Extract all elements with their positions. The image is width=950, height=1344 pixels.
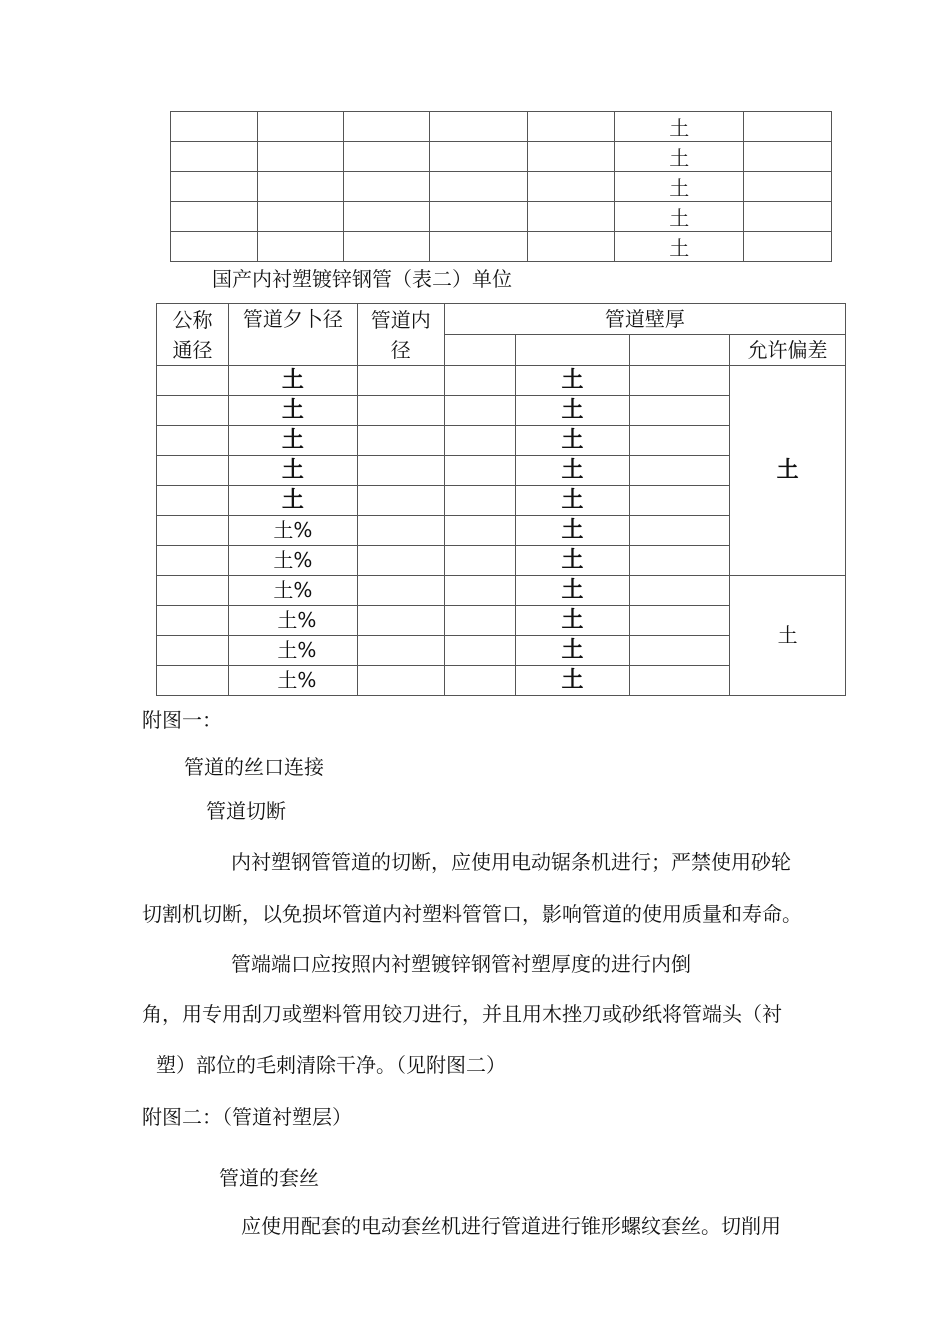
- table-one-row: [171, 172, 832, 202]
- wall-extra-cell: [630, 486, 730, 516]
- wall-thickness-cell: [444, 606, 515, 636]
- header-wall-sub-1: [444, 335, 515, 366]
- table-one-cell: [343, 112, 429, 142]
- table-one-cell: 土: [615, 112, 744, 142]
- table-one-cell: [429, 112, 528, 142]
- inner-diameter-cell: [357, 576, 444, 606]
- table-one-continued: [170, 111, 832, 262]
- table-one-cell: [528, 142, 615, 172]
- nominal-diameter-cell: [157, 456, 229, 486]
- inner-diameter-cell: [357, 516, 444, 546]
- table-one-cell: [528, 112, 615, 142]
- table-one-cell: 土: [615, 142, 744, 172]
- nominal-diameter-cell: [157, 606, 229, 636]
- outer-diameter-cell: 土%: [228, 546, 357, 576]
- outer-diameter-cell: 土%: [228, 666, 357, 696]
- inner-diameter-cell: [357, 546, 444, 576]
- header-inner-diameter: 管道内径: [357, 304, 444, 366]
- table-one-cell: [171, 112, 258, 142]
- table-one-cell: 土: [615, 172, 744, 202]
- inner-diameter-cell: [357, 396, 444, 426]
- wall-extra-cell: [630, 426, 730, 456]
- wall-tolerance-cell: 土: [515, 576, 630, 606]
- wall-thickness-cell: [444, 456, 515, 486]
- table-one-cell: [257, 202, 343, 232]
- outer-diameter-cell: 土: [228, 366, 357, 396]
- wall-tolerance-cell: 土: [515, 456, 630, 486]
- table-two-row: [157, 576, 846, 606]
- nominal-diameter-cell: [157, 396, 229, 426]
- table-one-cell: [257, 172, 343, 202]
- outer-diameter-cell: 土%: [228, 576, 357, 606]
- nominal-diameter-cell: [157, 366, 229, 396]
- table-one-cell: 土: [615, 202, 744, 232]
- table-two: [156, 303, 846, 696]
- table-one-cell: 土: [615, 232, 744, 262]
- outer-diameter-cell: 土%: [228, 606, 357, 636]
- wall-tolerance-cell: 土: [515, 486, 630, 516]
- header-wall-sub-3: [630, 335, 730, 366]
- wall-extra-cell: [630, 456, 730, 486]
- nominal-diameter-cell: [157, 636, 229, 666]
- inner-diameter-cell: [357, 456, 444, 486]
- inner-diameter-cell: [357, 426, 444, 456]
- table-one-cell: [744, 172, 832, 202]
- wall-extra-cell: [630, 396, 730, 426]
- wall-thickness-cell: [444, 516, 515, 546]
- wall-thickness-cell: [444, 366, 515, 396]
- nominal-diameter-cell: [157, 666, 229, 696]
- table-one-cell: [429, 142, 528, 172]
- nominal-diameter-cell: [157, 516, 229, 546]
- table-one-cell: [429, 172, 528, 202]
- wall-thickness-cell: [444, 426, 515, 456]
- wall-thickness-cell: [444, 576, 515, 606]
- paragraph-cutting-line-2: 切割机切断，以免损坏管道内衬塑料管管口，影响管道的使用质量和寿命。: [142, 902, 802, 926]
- wall-thickness-cell: [444, 666, 515, 696]
- table-one-row: [171, 112, 832, 142]
- wall-extra-cell: [630, 576, 730, 606]
- table-one-cell: [257, 112, 343, 142]
- table-one-row: [171, 202, 832, 232]
- wall-thickness-cell: [444, 396, 515, 426]
- header-wall-thickness: 管道壁厚: [444, 304, 845, 335]
- heading-pipe-cutting: 管道切断: [206, 799, 286, 823]
- table-one-cell: [343, 202, 429, 232]
- paragraph-chamfer-line-2: 角，用专用刮刀或塑料管用铰刀进行，并且用木挫刀或砂纸将管端头（衬: [142, 1002, 782, 1026]
- table-one-cell: [343, 142, 429, 172]
- nominal-diameter-cell: [157, 546, 229, 576]
- wall-extra-cell: [630, 606, 730, 636]
- inner-diameter-cell: [357, 486, 444, 516]
- header-wall-sub-2: [515, 335, 630, 366]
- outer-diameter-cell: 土: [228, 396, 357, 426]
- nominal-diameter-cell: [157, 486, 229, 516]
- table-one-cell: [343, 172, 429, 202]
- paragraph-chamfer-line-1: 管端端口应按照内衬塑镀锌钢管衬塑厚度的进行内倒: [231, 952, 691, 976]
- outer-diameter-cell: 土%: [228, 636, 357, 666]
- table-one-cell: [429, 202, 528, 232]
- figure-one-label: 附图一：: [142, 708, 222, 732]
- wall-thickness-cell: [444, 636, 515, 666]
- wall-extra-cell: [630, 516, 730, 546]
- paragraph-threading-line-1: 应使用配套的电动套丝机进行管道进行锥形螺纹套丝。切削用: [241, 1214, 781, 1238]
- table-one-cell: [429, 232, 528, 262]
- table-one-cell: [171, 202, 258, 232]
- outer-diameter-cell: 土%: [228, 516, 357, 546]
- outer-diameter-cell: 土: [228, 456, 357, 486]
- table-one-row: [171, 232, 832, 262]
- table-one-cell: [528, 172, 615, 202]
- paragraph-chamfer-line-3: 塑）部位的毛刺清除干净。（见附图二）: [156, 1053, 506, 1077]
- wall-thickness-cell: [444, 546, 515, 576]
- table-one-cell: [744, 142, 832, 172]
- wall-extra-cell: [630, 666, 730, 696]
- outer-diameter-cell: 土: [228, 486, 357, 516]
- table-two-caption: 国产内衬塑镀锌钢管（表二）单位: [212, 267, 512, 291]
- wall-tolerance-cell: 土: [515, 396, 630, 426]
- outer-diameter-cell: 土: [228, 426, 357, 456]
- wall-extra-cell: [630, 636, 730, 666]
- heading-threading: 管道的套丝: [219, 1166, 319, 1190]
- header-nominal-diameter: 公称通径: [157, 304, 229, 366]
- table-one-cell: [744, 232, 832, 262]
- heading-thread-connection: 管道的丝口连接: [184, 755, 324, 779]
- inner-diameter-cell: [357, 366, 444, 396]
- wall-extra-cell: [630, 366, 730, 396]
- wall-tolerance-cell: 土: [515, 366, 630, 396]
- wall-thickness-cell: [444, 486, 515, 516]
- wall-tolerance-cell: 土: [515, 666, 630, 696]
- wall-tolerance-cell: 土: [515, 636, 630, 666]
- table-one-cell: [343, 232, 429, 262]
- nominal-diameter-cell: [157, 426, 229, 456]
- table-one-cell: [744, 202, 832, 232]
- table-two-row: [157, 366, 846, 396]
- table-one-cell: [744, 112, 832, 142]
- table-one-row: [171, 142, 832, 172]
- wall-extra-cell: [630, 546, 730, 576]
- table-one-cell: [171, 172, 258, 202]
- wall-tolerance-cell: 土: [515, 426, 630, 456]
- table-one-cell: [528, 202, 615, 232]
- tolerance-group-1-cell: 土: [730, 366, 846, 576]
- wall-tolerance-cell: 土: [515, 546, 630, 576]
- wall-tolerance-cell: 土: [515, 516, 630, 546]
- figure-two-label: 附图二：（管道衬塑层）: [142, 1105, 352, 1129]
- table-one-cell: [257, 142, 343, 172]
- paragraph-cutting-line-1: 内衬塑钢管管道的切断，应使用电动锯条机进行；严禁使用砂轮: [231, 850, 791, 874]
- tolerance-group-2-cell: 土: [730, 576, 846, 696]
- table-one-cell: [171, 142, 258, 172]
- table-one-cell: [257, 232, 343, 262]
- inner-diameter-cell: [357, 636, 444, 666]
- nominal-diameter-cell: [157, 576, 229, 606]
- inner-diameter-cell: [357, 666, 444, 696]
- inner-diameter-cell: [357, 606, 444, 636]
- header-tolerance: 允许偏差: [730, 335, 846, 366]
- table-one-cell: [528, 232, 615, 262]
- table-one-cell: [171, 232, 258, 262]
- wall-tolerance-cell: 土: [515, 606, 630, 636]
- header-outer-diameter: 管道夕卜径: [228, 304, 357, 366]
